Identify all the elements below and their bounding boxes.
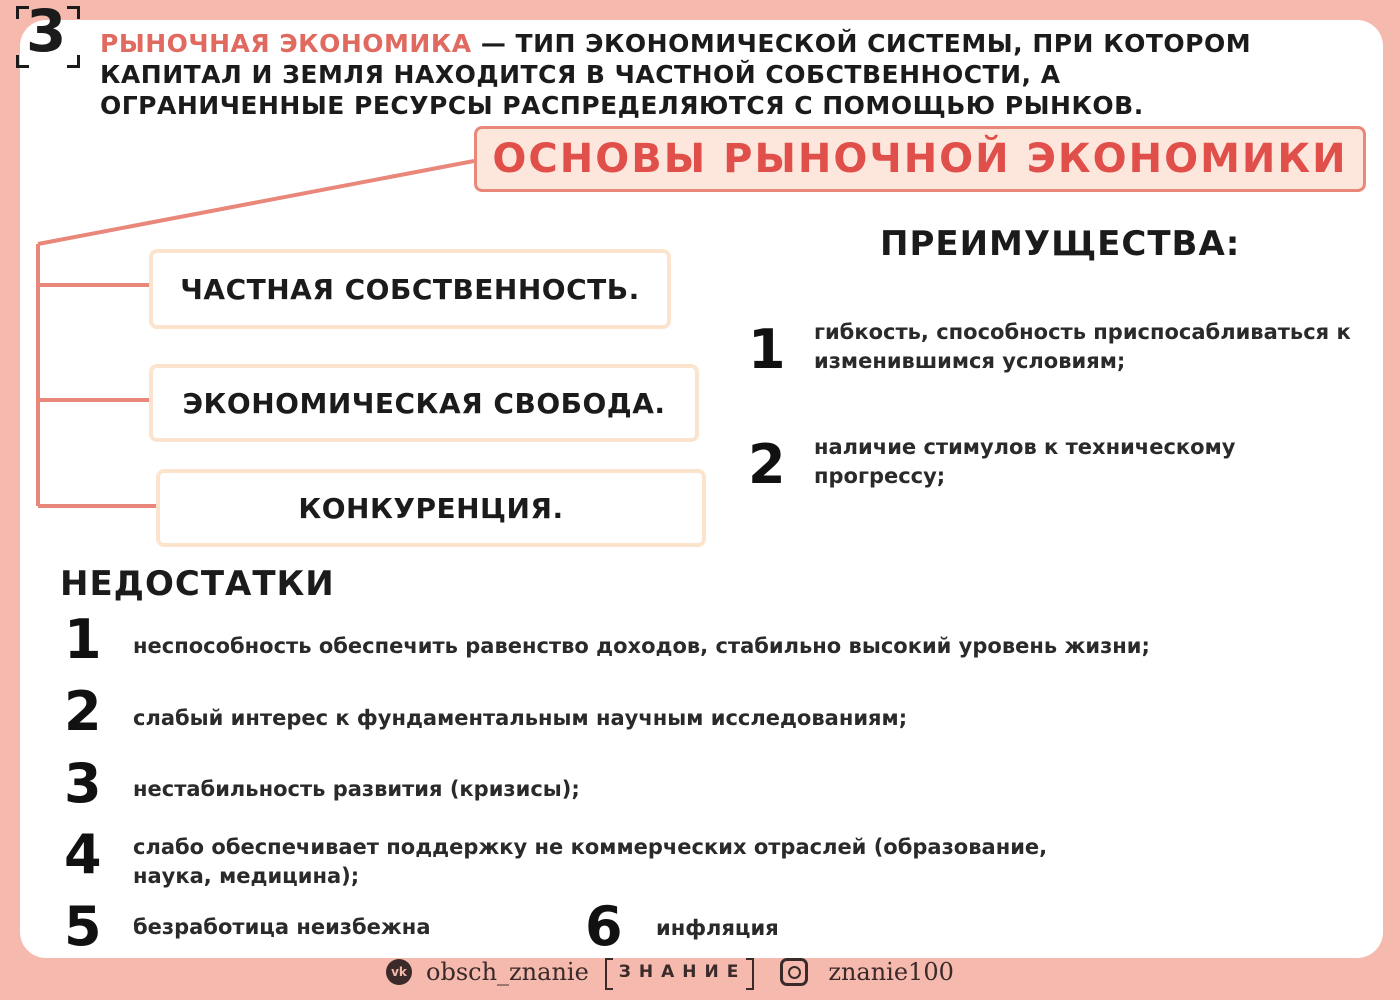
disadvantage-number: 6 [585,895,623,958]
logo-corner [16,6,29,19]
logo-corner [16,55,29,68]
definition-term: РЫНОЧНАЯ ЭКОНОМИКА [100,29,472,58]
logo-corner [67,6,80,19]
disadvantage-text: нестабильность развития (кризисы); [133,777,580,801]
title-banner [474,126,1366,192]
advantage-text: наличие стимулов к техническому прогрессу; [814,435,1236,488]
instagram-icon[interactable] [780,958,808,986]
disadvantage-text: безработица неизбежна [133,915,431,939]
disadvantages-heading: НЕДОСТАТКИ [60,564,335,604]
disadvantage-text: слабый интерес к фундаментальным научным исследованиям; [133,706,908,730]
advantages-heading: ПРЕИМУЩЕСТВА: [880,224,1241,264]
principle-label: ЧАСТНАЯ СОБСТВЕННОСТЬ. [180,272,640,306]
logo-corner [67,55,80,68]
principle-label: КОНКУРЕНЦИЯ. [298,491,564,525]
disadvantage-text: слабо обеспечивает поддержку не коммерческих отраслей (образование, наука, медицина); [133,835,1048,888]
principle-label: ЭКОНОМИЧЕСКАЯ СВОБОДА. [182,386,666,420]
advantage-number: 1 [748,318,786,381]
disadvantage-number: 5 [64,895,102,958]
definition-text: — ТИП ЭКОНОМИЧЕСКОЙ СИСТЕМЫ, ПРИ КОТОРОМ КАПИТАЛ И ЗЕМЛЯ НАХОДИТСЯ В ЧАСТНОЙ СОБСТВЕННОСТИ, А ОГРАНИЧЕННЫЕ РЕСУРСЫ РАСПРЕДЕЛЯЮТСЯ С ПОМОЩЬЮ РЫНКОВ. [100,29,1252,120]
advantage-text: гибкость, способность приспосабливаться к изменившимся условиям; [814,320,1351,373]
logo [14,2,82,72]
instagram-handle[interactable]: znanie100 [828,958,954,986]
brand-name: ЗНАНИЕ [605,962,761,982]
disadvantage-number: 4 [64,823,102,886]
disadvantage-text: неспособность обеспечить равенство доходов, стабильно высокий уровень жизни; [133,634,1150,658]
disadvantage-number: 3 [64,752,102,815]
disadvantage-number: 2 [64,680,102,743]
advantage-number: 2 [748,433,786,496]
vk-handle[interactable]: obsch_znanie [426,958,589,986]
principle-economic-freedom [149,364,699,442]
disadvantage-text: инфляция [656,916,779,940]
logo-digit: 3 [26,0,67,65]
principle-competition [156,469,706,547]
page-title: ОСНОВЫ РЫНОЧНОЙ ЭКОНОМИКИ [492,136,1348,182]
principle-private-property [149,249,671,329]
footer [386,954,954,990]
vk-icon[interactable]: vk [386,959,412,985]
definition-paragraph [100,28,1300,121]
disadvantage-number: 1 [64,608,102,671]
